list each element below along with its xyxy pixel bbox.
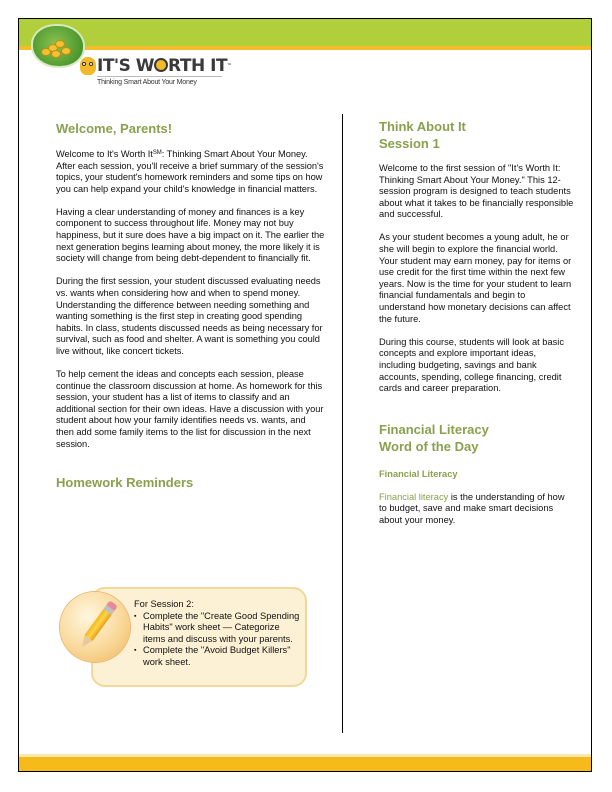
paragraph-money-importance: Having a clear understanding of money and finances is a key component to success throughout life. Money may not buy happiness, but it sure does have a big impact on it. The earlier the next generation begins learning about money, the more likely it is society will change from being debt-dependent to financially fit. bbox=[56, 206, 325, 264]
paragraph-needs-wants: During the first session, your student discussed evaluating needs vs. wants when considering how and when to spend money. Understanding the difference between needing something and wanting something is the first step in creating good spending habits. In class, students discussed needs as being necessary for survival, such as food and shelter. A want is something you could live without, like concert tickets. bbox=[56, 276, 323, 356]
word-of-day-definition: Financial literacy is the understanding of how to budget, save and make smart decisions about your money. bbox=[379, 491, 565, 525]
homework-list bbox=[134, 611, 304, 669]
word-of-day-heading: Financial Literacy Word of the Day bbox=[379, 421, 489, 454]
paragraph-homework-discussion: To help cement the ideas and concepts each session, please continue the classroom discussion at home. As homework for this session, your student has a list of items to classify and an additional section for their own ideas. Have a discussion with your student about how your family identifies needs vs. wants, and then add some family items to the list for discussion in the next session. bbox=[56, 369, 324, 449]
homework-item: ▪ Complete the "Create Good Spending Habits" work sheet — Categorize items and discuss with your parents. bbox=[134, 611, 304, 646]
owl-mascot-icon bbox=[80, 57, 96, 75]
homework-item: ▪ Complete the "Avoid Budget Killers" work sheet. bbox=[134, 645, 304, 668]
logo-tagline: Thinking Smart About Your Money bbox=[97, 79, 197, 86]
pencil-badge bbox=[60, 592, 130, 662]
homework-session-title: For Session 2: bbox=[134, 599, 194, 609]
logo-coin-o-icon bbox=[154, 58, 168, 72]
intro-paragraph: Welcome to It's Worth It℠: Thinking Smart About Your Money. After each session, you'll receive a brief summary of the session's topics, your student's homework reminders and some tips on how you can help expand your child's knowledge in financial matters. bbox=[56, 149, 324, 194]
logo-underline bbox=[97, 76, 222, 77]
gold-coins-icon bbox=[41, 40, 71, 56]
paragraph-course-topics: During this course, students will look at basic concepts and explore important ideas, including budgeting, savings and bank accounts, spending, college financing, credit cards and career preparation. bbox=[379, 336, 564, 394]
logo-title: IT'S W RTH IT™ bbox=[97, 56, 232, 76]
header-orange-stripe bbox=[19, 46, 591, 50]
column-divider bbox=[342, 114, 343, 733]
homework-content bbox=[134, 599, 304, 669]
word-of-day-term: Financial Literacy bbox=[379, 468, 458, 479]
pencil-icon bbox=[78, 600, 118, 650]
header-green-bar bbox=[19, 19, 591, 46]
session-heading: Think About It Session 1 bbox=[379, 119, 466, 151]
paragraph-young-adult: As your student becomes a young adult, he or she will begin to explore the financial world. Your student may earn money, pay for items or use credit for the first time within the next few years. Now is the time for your student to learn financial fundamentals and begin to understand how monetary decisions can affect the future. bbox=[379, 232, 572, 324]
right-column bbox=[379, 118, 574, 526]
welcome-heading: Welcome, Parents! bbox=[56, 121, 173, 136]
session-intro-paragraph: Welcome to the first session of "It's Worth It: Thinking Smart About Your Money." This 12-session program is designed to teach students about what it takes to be financially responsible and successful. bbox=[379, 163, 574, 220]
left-column bbox=[56, 120, 326, 491]
homework-heading: Homework Reminders bbox=[56, 475, 194, 491]
footer-orange-bar bbox=[19, 757, 591, 771]
